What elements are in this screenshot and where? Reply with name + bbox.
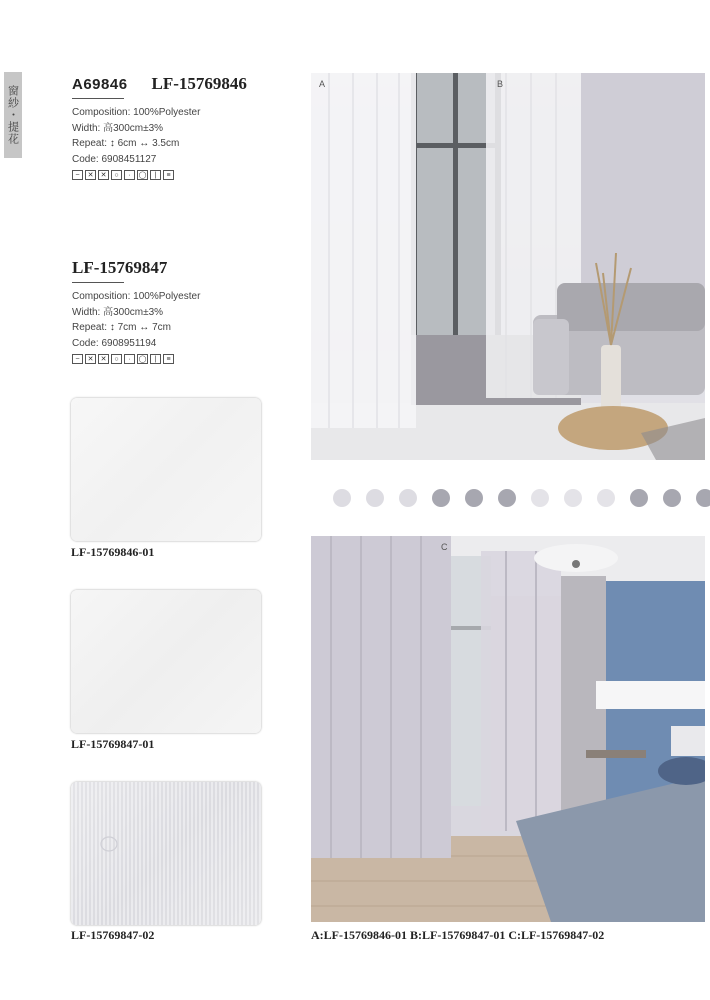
tumble-dry-icon: ○ <box>111 170 122 180</box>
swatch-label-3: LF-15769847-02 <box>71 928 155 942</box>
photo-caption: A:LF-15769846-01 B:LF-15769847-01 C:LF-15769847-02 <box>311 928 605 942</box>
width-text: Width: 高300cm±3% <box>72 306 164 318</box>
composition-text: Composition: 100%Polyester <box>72 107 201 118</box>
line-dry-icon: | <box>150 354 161 364</box>
swatch-logo-mark <box>71 782 261 925</box>
iron-low-icon: · <box>124 170 135 180</box>
dry-clean-p-icon: ◯ <box>138 171 147 179</box>
code-text: Code: 6908451127 <box>72 153 157 165</box>
photo-marker-a: A <box>319 79 326 89</box>
care-icons <box>72 170 282 180</box>
model-number: LF-15769846 <box>151 74 247 93</box>
color-dot <box>630 489 648 507</box>
horizontal-arrow-icon: ↔ <box>139 138 150 149</box>
photo-marker-c: C <box>441 542 448 552</box>
no-wring-icon: ✕ <box>98 354 109 364</box>
repeat-vertical: 6cm <box>117 138 137 149</box>
tumble-dry-icon: ○ <box>111 354 122 364</box>
repeat-text <box>72 136 282 152</box>
color-dot <box>696 489 710 507</box>
vertical-arrow-icon: ↕ <box>109 138 115 149</box>
line-dry-icon: | <box>150 170 161 180</box>
color-dot <box>366 489 384 507</box>
color-dot <box>564 489 582 507</box>
code-text: Code: 6908951194 <box>72 337 157 349</box>
photo-marker-b: B <box>497 79 504 89</box>
model-number: LF-15769847 <box>72 258 168 277</box>
fabric-swatch-2 <box>71 590 261 733</box>
color-dot <box>432 489 450 507</box>
repeat-text <box>72 320 282 336</box>
bedroom-illustration <box>311 536 705 922</box>
no-bleach-icon: ✕ <box>85 354 96 364</box>
flat-dry-icon: ≡ <box>163 354 174 364</box>
repeat-label: Repeat: <box>72 138 108 149</box>
color-dot <box>663 489 681 507</box>
product-block-1 <box>72 74 282 180</box>
width-text: Width: 高300cm±3% <box>72 122 164 134</box>
color-dot <box>498 489 516 507</box>
item-code: A69846 <box>72 76 128 93</box>
color-dot <box>399 489 417 507</box>
category-side-tab: 窗紗・提花 <box>4 72 22 158</box>
care-icons <box>72 354 282 364</box>
no-bleach-icon: ✕ <box>85 170 96 180</box>
repeat-vertical: 7cm <box>117 322 137 333</box>
flat-dry-icon: ≡ <box>163 170 174 180</box>
fabric-swatch-3 <box>71 782 261 925</box>
dry-clean-p-icon: ◯ <box>138 355 147 363</box>
composition-text: Composition: 100%Polyester <box>72 291 201 302</box>
color-dots-row <box>333 489 710 507</box>
repeat-horizontal: 7cm <box>152 322 171 333</box>
swatch-label-1: LF-15769846-01 <box>71 545 155 559</box>
no-wring-icon: ✕ <box>98 170 109 180</box>
horizontal-arrow-icon: ↔ <box>139 322 150 333</box>
repeat-horizontal: 3.5cm <box>152 138 180 149</box>
wash-30-icon: ~ <box>72 170 83 180</box>
room-photo-bedroom <box>311 536 705 922</box>
swatch-label-2: LF-15769847-01 <box>71 737 155 751</box>
color-dot <box>465 489 483 507</box>
repeat-label: Repeat: <box>72 322 108 333</box>
vertical-arrow-icon: ↕ <box>109 322 115 333</box>
iron-low-icon: · <box>124 354 135 364</box>
room-photo-living <box>311 73 705 460</box>
color-dot <box>597 489 615 507</box>
color-dot <box>333 489 351 507</box>
divider <box>72 282 124 283</box>
living-room-illustration <box>311 73 705 460</box>
fabric-swatch-1 <box>71 398 261 541</box>
color-dot <box>531 489 549 507</box>
divider <box>72 98 124 99</box>
product-block-2 <box>72 258 282 364</box>
wash-30-icon: ~ <box>72 354 83 364</box>
